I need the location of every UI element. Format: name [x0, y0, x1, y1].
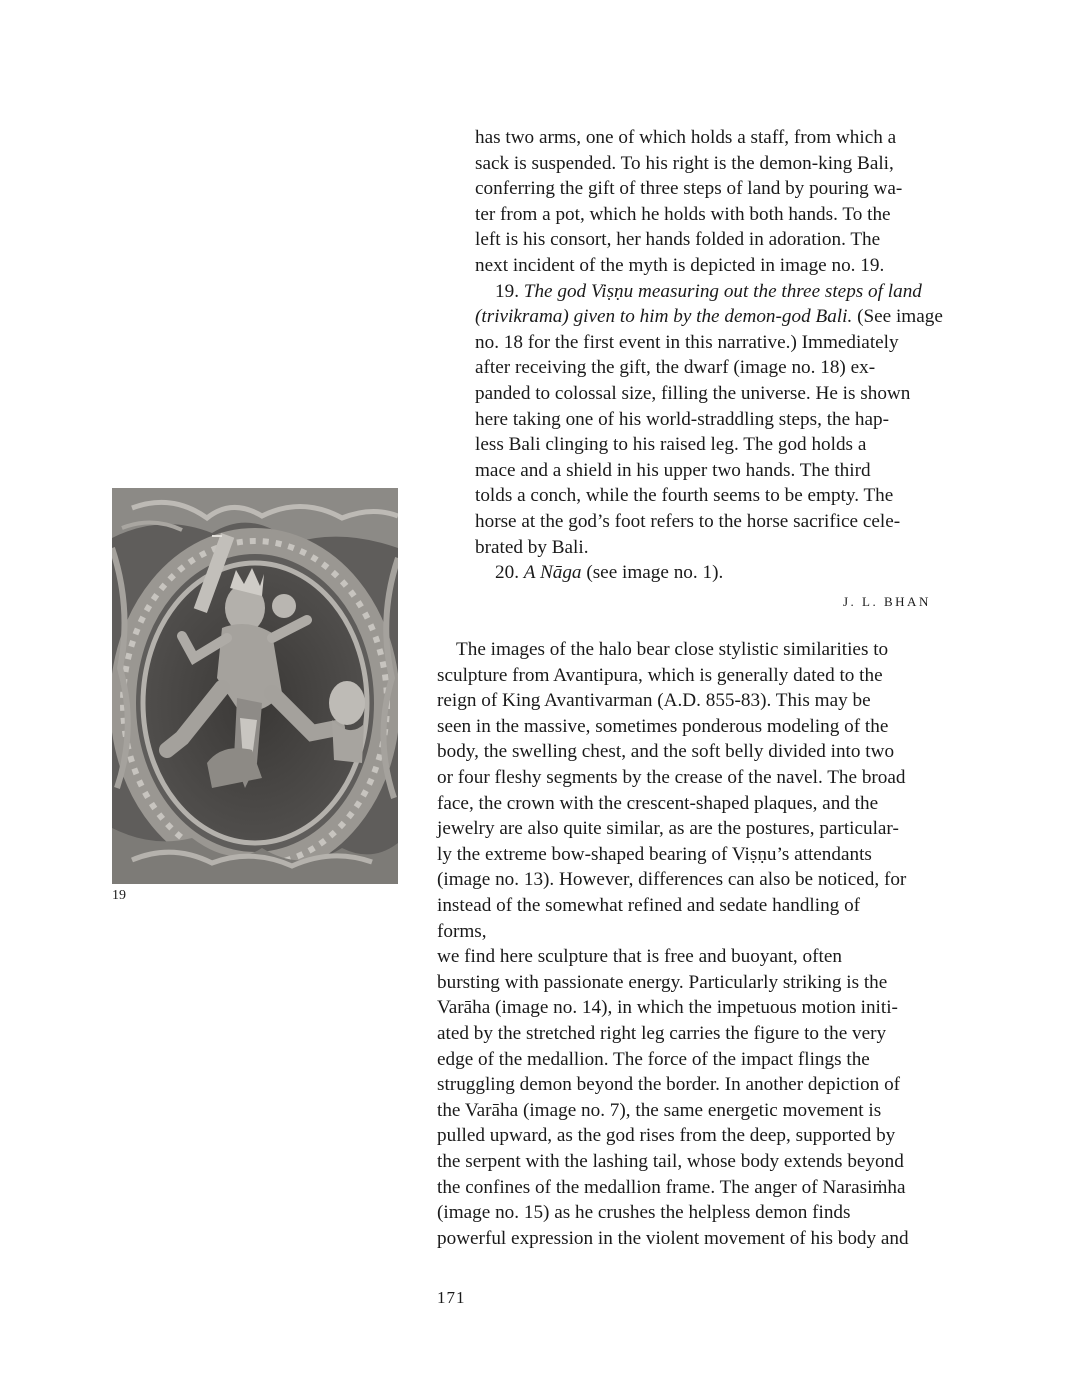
- text-line: instead of the somewhat refined and sedate handling of: [437, 895, 861, 916]
- text-line: face, the crown with the crescent-shaped plaques, and the: [437, 792, 879, 814]
- text-line: or four fleshy segments by the crease of the navel. The broad: [437, 767, 906, 788]
- figure-19-photo: [112, 488, 398, 884]
- text-line: edge of the medallion. The force of the impact flings the: [437, 1048, 870, 1070]
- text-line: ly the extreme bow-shaped bearing of Viṣṇu’s attendants: [437, 843, 872, 865]
- text-line: pulled upward, as the god rises from the deep, supported by: [437, 1125, 896, 1147]
- figure-label: 19: [112, 888, 126, 903]
- text-line: horse at the god’s foot refers to the horse sacrifice cele-: [475, 511, 901, 532]
- text-line: tolds a conch, while the fourth seems to be empty. The: [475, 485, 894, 507]
- entry-19-title-part1: The god Viṣṇu measuring out the three steps of land: [523, 280, 922, 302]
- text-line: left is his consort, her hands folded in adoration. The: [475, 229, 881, 251]
- text-line: next incident of the myth is depicted in image no. 19.: [475, 255, 885, 276]
- text-line: reign of King Avantivarman (A.D. 855-83). This may be: [437, 690, 871, 712]
- entry-19-title-part2: (trivikrama) given to him by the demon-god Bali.: [475, 306, 853, 328]
- text-line: after receiving the gift, the dwarf (image no. 18) ex-: [475, 357, 876, 379]
- text-line: (image no. 13). However, differences can also be noticed, for: [437, 869, 907, 891]
- text-line: less Bali clinging to his raised leg. The god holds a: [475, 434, 867, 456]
- text-line: ter from a pot, which he holds with both hands. To the: [475, 203, 891, 225]
- author-byline: J. L. BHAN: [843, 594, 931, 609]
- text-line: here taking one of his world-straddling steps, the hap-: [475, 408, 890, 430]
- text-line: the Varāha (image no. 7), the same energetic movement is: [437, 1099, 882, 1121]
- text-line: the confines of the medallion frame. The anger of Narasiṁha: [437, 1176, 906, 1198]
- entry-20-rest: (see image no. 1).: [581, 562, 724, 584]
- page-number: 171: [437, 1288, 466, 1307]
- entry-20-title: A Nāga: [523, 562, 582, 584]
- text-line: brated by Bali.: [475, 536, 589, 558]
- entry-19-number: 19.: [495, 280, 519, 302]
- text-line: Varāha (image no. 14), in which the impetuous motion initi-: [437, 997, 898, 1019]
- text-line: panded to colossal size, filling the universe. He is shown: [475, 383, 911, 404]
- entry-20: [495, 560, 723, 586]
- text-line: we find here sculpture that is free and buoyant, often: [437, 946, 842, 968]
- text-line: the serpent with the lashing tail, whose body extends beyond: [437, 1151, 904, 1172]
- entry-19-heading-cont: [475, 304, 943, 330]
- text-line: body, the swelling chest, and the soft belly divided into two: [437, 741, 895, 763]
- entry-19-after-title: (See image: [852, 306, 943, 328]
- text-line: struggling demon beyond the border. In another depiction of: [437, 1074, 901, 1096]
- text-line: seen in the massive, sometimes ponderous modeling of the: [437, 715, 889, 737]
- text-line: powerful expression in the violent movement of his body and: [437, 1227, 909, 1249]
- text-line: sculpture from Avantipura, which is generally dated to the: [437, 664, 883, 686]
- entry-20-number: 20.: [495, 562, 519, 584]
- text-line: conferring the gift of three steps of land by pouring wa-: [475, 178, 903, 200]
- text-line: (image no. 15) as he crushes the helpless demon finds: [437, 1202, 851, 1224]
- text-line: has two arms, one of which holds a staff, from which a: [475, 127, 897, 148]
- text-line: sack is suspended. To his right is the demon-king Bali,: [475, 152, 894, 174]
- text-line: forms,: [437, 920, 487, 942]
- paragraph-first-line: The images of the halo bear close stylistic similarities to: [456, 639, 889, 660]
- text-line: ated by the stretched right leg carries the figure to the very: [437, 1023, 887, 1044]
- text-line: jewelry are also quite similar, as are the postures, particular-: [437, 818, 899, 840]
- text-line: bursting with passionate energy. Particularly striking is the: [437, 971, 888, 993]
- text-line: no. 18 for the first event in this narrative.) Immediately: [475, 331, 899, 353]
- entry-19-heading: [495, 279, 922, 305]
- text-line: mace and a shield in his upper two hands. The third: [475, 459, 871, 481]
